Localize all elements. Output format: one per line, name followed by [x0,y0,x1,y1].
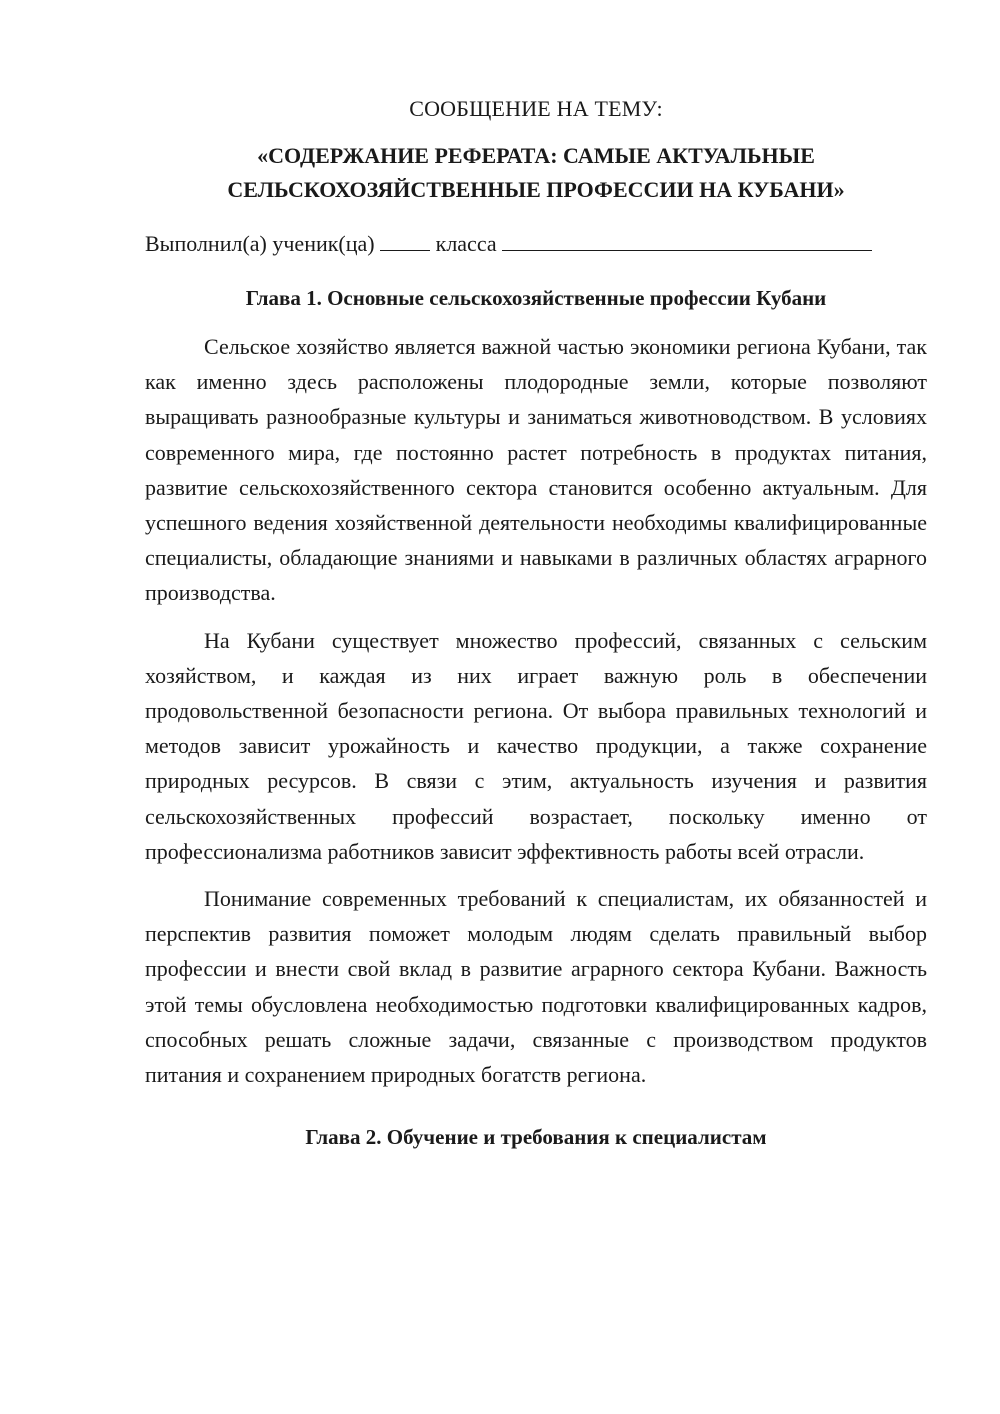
document-label: СООБЩЕНИЕ НА ТЕМУ: [409,96,663,121]
document-page [145,0,927,1152]
chapter-2-heading: Глава 2. Обучение и требования к специалистам [305,1125,767,1150]
chapter-1-paragraph-3: Понимание современных требований к специалистам, их обязанностей и перспектив развития поможет молодым людям сделать правильный выбор профессии и внести свой вклад в развитие аграрного сектора Кубани. Важность этой темы обусловлена необходимостью подготовки квалифицированных кадров, способных решать сложные задачи, связанные с производством продуктов питания и сохранением природных богатств региона. [145,886,927,1088]
document-title-line-2: СЕЛЬСКОХОЗЯЙСТВЕННЫЕ ПРОФЕССИИ НА КУБАНИ» [227,177,845,202]
student-name-blank [502,230,872,251]
chapter-1-paragraph-1: Сельское хозяйство является важной частью экономики региона Кубани, так как именно здесь расположены плодородные земли, которые позволяют выращивать разнообразные культуры и заниматься животноводством. В условиях современного мира, где постоянно растет потребность в продуктах питания, развитие сельскохозяйственного сектора становится особенно актуальным. Для успешного ведения хозяйственной деятельности необходимы квалифицированные специалисты, обладающие знаниями и навыками в различных областях аграрного производства. [145,334,927,606]
document-title-line-1: «СОДЕРЖАНИЕ РЕФЕРАТА: САМЫЕ АКТУАЛЬНЫЕ [257,143,815,168]
byline-class-label: класса [435,231,497,256]
byline-prefix: Выполнил(а) ученик(ца) [145,231,375,256]
author-byline [145,229,927,259]
class-number-blank [380,230,430,251]
chapter-1-paragraph-2: На Кубани существует множество профессий, связанных с сельским хозяйством, и каждая из них играет важную роль в обеспечении продовольственной безопасности региона. От выбора правильных технологий и методов зависит урожайность и качество продукции, а также сохранение природных ресурсов. В связи с этим, актуальность изучения и развития сельскохозяйственных профессий возрастает, поскольку именно от профессионализма работников зависит эффективность работы всей отрасли. [145,627,927,864]
document-title [145,139,927,207]
chapter-1-heading: Глава 1. Основные сельскохозяйственные профессии Кубани [245,286,827,310]
